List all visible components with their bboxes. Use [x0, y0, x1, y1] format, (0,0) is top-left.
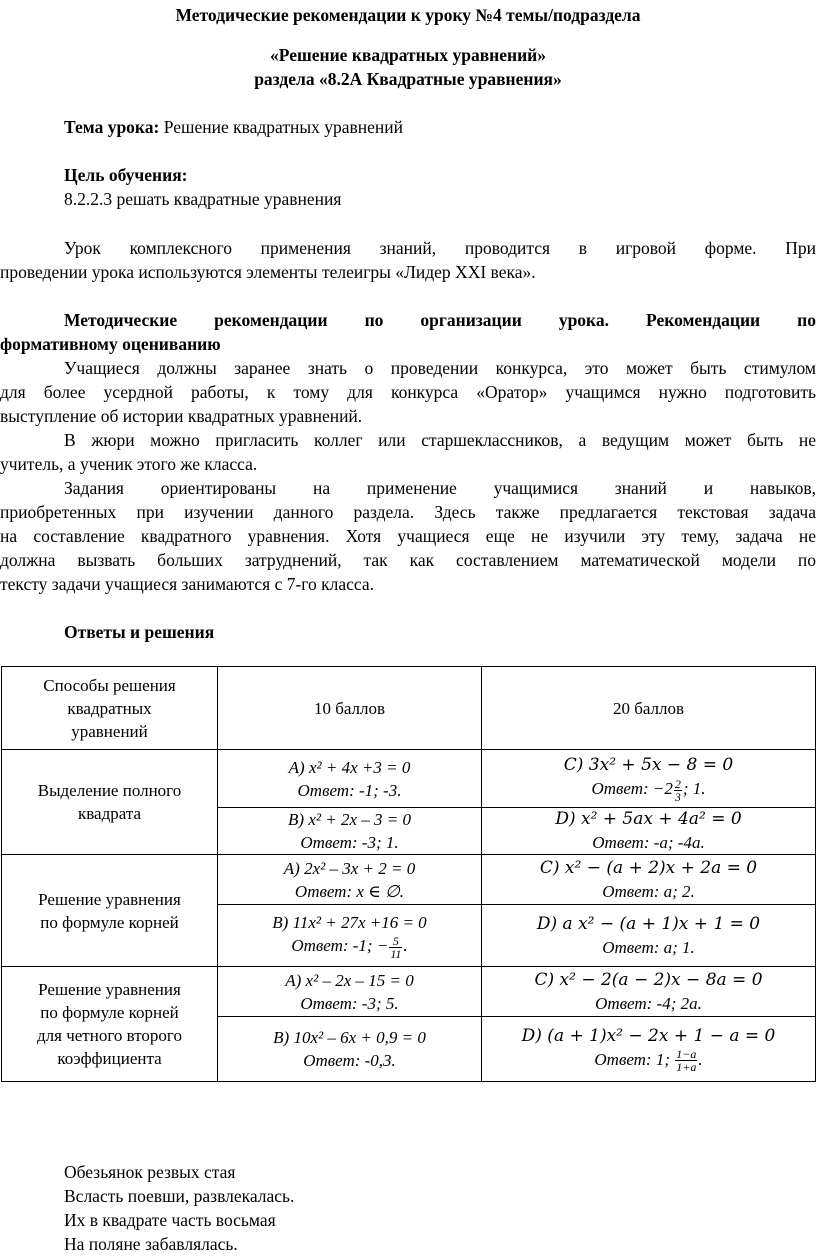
p3-line-4: должна вызвать больших затруднений, так как составлением математической модели по	[0, 550, 816, 570]
p3-line-2: приобретенных при изучении данного раздела. Здесь также предлагается текстовая задача	[0, 502, 816, 522]
task-b-cell	[218, 808, 482, 855]
lesson-topic	[64, 115, 403, 139]
answer: Ответ: a; 1.	[602, 937, 695, 957]
methods-paragraph-1	[0, 356, 816, 428]
equation: A) x² – 2x – 15 = 0	[285, 970, 414, 990]
header-20-points: 20 баллов	[482, 667, 816, 750]
table-header-row	[2, 667, 816, 750]
equation: B) x² + 2x – 3 = 0	[288, 810, 411, 829]
header-10-points: 10 баллов	[218, 667, 482, 750]
topic-value: Решение квадратных уравнений	[163, 117, 404, 137]
equation: D) (a + 1)x² − 2x + 1 − a = 0	[521, 1025, 776, 1046]
answer: Ответ: −2 $\frac{2}{3}$ ; 1.	[591, 776, 706, 804]
equation: A) x² + 4x +3 = 0	[288, 757, 411, 777]
methods-paragraph-3	[0, 476, 816, 596]
intro-line-2: проведении урока используются элементы телеигры «Лидер XXI века».	[0, 262, 536, 282]
task-b-cell	[218, 905, 482, 967]
p1-line-1: Учащиеся должны заранее знать о проведении конкурса, это может быть стимулом	[64, 358, 816, 378]
intro-line-1: Урок комплексного применения знаний, проводится в игровой форме. При	[64, 238, 816, 258]
document-title	[0, 3, 816, 91]
p3-line-5: тексту задачи учащиеся занимаются с 7-го класса.	[0, 574, 375, 594]
task-c-cell	[482, 855, 816, 905]
title-line-3: раздела «8.2А Квадратные уравнения»	[254, 69, 562, 89]
methods-paragraph-2	[0, 428, 816, 476]
methods-heading-line-2: формативному оцениванию	[0, 334, 221, 354]
p1-line-2: для более усердной работы, к тому для конкурса «Оратор» учащимся нужно подготовить	[0, 382, 816, 402]
p2-line-1: В жюри можно пригласить коллег или старшеклассников, а ведущим может быть не	[64, 430, 816, 450]
intro-paragraph	[0, 236, 816, 284]
method-cell: Решение уравнения по формуле корней для четного второго коэффициента	[2, 967, 218, 1082]
table-row	[2, 967, 816, 1017]
equation: C) 3x² + 5x − 8 = 0	[563, 755, 734, 776]
p3-line-1: Задания ориентированы на применение учащимися знаний и навыков,	[64, 478, 816, 498]
task-c-cell	[482, 967, 816, 1017]
table-row	[2, 750, 816, 808]
answer: Ответ: -0,3.	[303, 1051, 396, 1070]
answer: Ответ: 1; $\frac{1-a}{1+a}$ .	[594, 1047, 703, 1075]
task-b-cell	[218, 1017, 482, 1082]
fraction: $\frac{5}{11}$	[390, 933, 402, 961]
equation: C) x² − (a + 2)x + 2a = 0	[539, 857, 758, 878]
answer: Ответ: x ∈ ∅.	[294, 881, 405, 901]
poem-line-4: На поляне забавлялась.	[64, 1234, 238, 1254]
equation: D) x² + 5ax + 4a² = 0	[555, 809, 742, 829]
answer: Ответ: a; 2.	[602, 881, 695, 901]
answer: Ответ: -3; 1.	[300, 833, 399, 852]
goal-value: 8.2.2.3 решать квадратные уравнения	[64, 189, 342, 209]
goal-label: Цель обучения:	[64, 165, 188, 185]
poem	[64, 1160, 294, 1256]
fraction: $\frac{2}{3}$	[674, 776, 681, 804]
topic-label: Тема урока:	[64, 117, 160, 137]
equation: D) a x² − (a + 1)x + 1 = 0	[536, 913, 761, 934]
task-d-cell	[482, 808, 816, 855]
task-c-cell	[482, 750, 816, 808]
method-cell: Решение уравнения по формуле корней	[2, 855, 218, 967]
title-line-2: «Решение квадратных уравнений»	[270, 45, 546, 65]
task-a-cell	[218, 750, 482, 808]
answer: Ответ: -1; − $\frac{5}{11}$ .	[291, 933, 408, 961]
answer: Ответ: -a; -4a.	[592, 833, 705, 852]
task-a-cell	[218, 855, 482, 905]
equation: C) x² − 2(a − 2)x − 8a = 0	[534, 969, 763, 990]
answer: Ответ: -1; -3.	[297, 780, 402, 800]
p1-line-3: выступление об истории квадратных уравнений.	[0, 406, 363, 426]
methods-heading-line-1: Методические рекомендации по организации урока. Рекомендации по	[64, 310, 816, 330]
equation: B) 11x² + 27x +16 = 0	[272, 913, 427, 933]
equation: B) 10x² – 6x + 0,9 = 0	[273, 1028, 426, 1047]
task-d-cell	[482, 1017, 816, 1082]
fraction: $\frac{1-a}{1+a}$	[676, 1047, 697, 1075]
learning-goal	[64, 163, 341, 211]
methods-heading	[0, 308, 816, 356]
answers-heading: Ответы и решения	[64, 622, 215, 642]
answers-table	[1, 666, 816, 1082]
header-methods-cell: Способы решения квадратных уравнений	[2, 667, 218, 750]
table-row	[2, 855, 816, 905]
equation: A) 2x² – 3x + 2 = 0	[283, 858, 416, 878]
answer: Ответ: -4; 2a.	[595, 993, 702, 1013]
answer: Ответ: -3; 5.	[300, 993, 399, 1013]
title-line-1: Методические рекомендации к уроку №4 темы/подраздела	[175, 5, 641, 25]
poem-line-2: Всласть поевши, развлекалась.	[64, 1186, 295, 1206]
method-cell: Выделение полного квадрата	[2, 750, 218, 855]
task-a-cell	[218, 967, 482, 1017]
task-d-cell	[482, 905, 816, 967]
poem-line-3: Их в квадрате часть восьмая	[64, 1210, 276, 1230]
poem-line-1: Обезьянок резвых стая	[64, 1162, 236, 1182]
p3-line-3: на составление квадратного уравнения. Хотя учащиеся еще не изучили эту тему, задача не	[0, 526, 816, 546]
p2-line-2: учитель, а ученик этого же класса.	[0, 454, 258, 474]
